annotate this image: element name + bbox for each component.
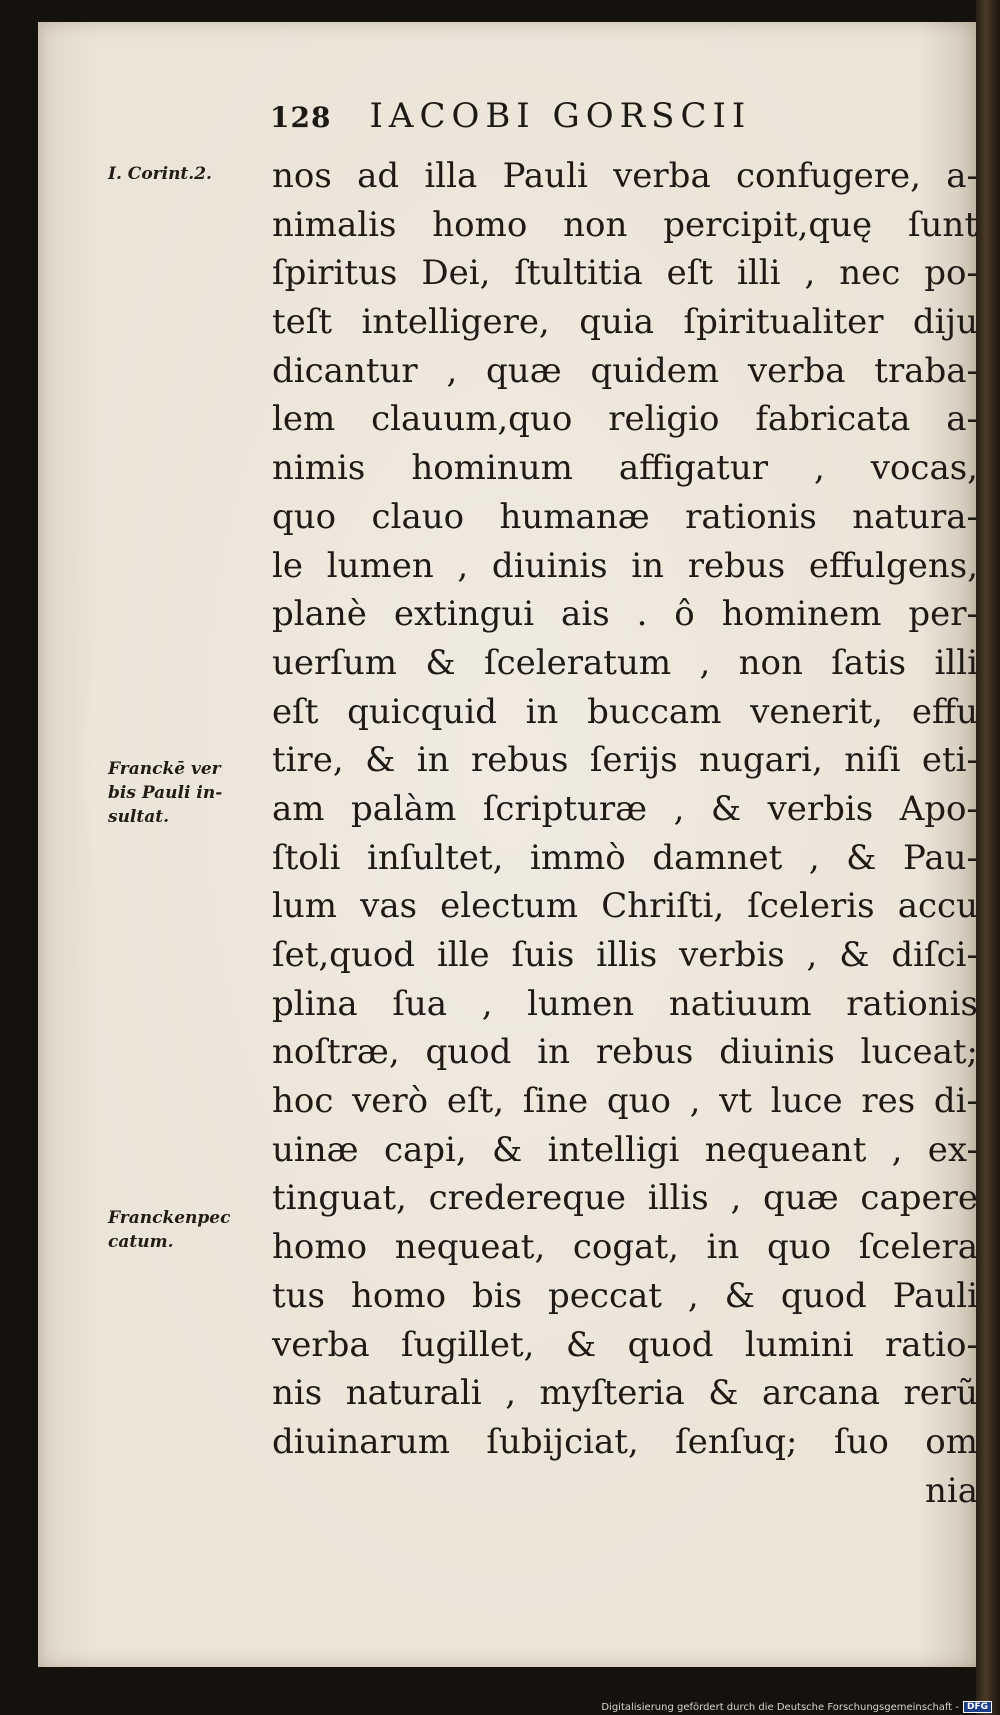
text-line: uerſum & ſceleratum , non ſatis illi <box>272 642 978 683</box>
running-title: IACOBI GORSCII <box>369 96 752 136</box>
text-line: planè extingui ais . ô hominem per- <box>272 594 978 635</box>
text-line: tus homo bis peccat , & quod Pauli <box>272 1275 978 1316</box>
text-line: teſt intelligere, quia ſpiritualiter diju <box>272 302 978 343</box>
text-line: plina ſua , lumen natiuum rationis <box>272 983 978 1024</box>
text-line: lem clauum,quo religio fabricata a- <box>272 399 978 440</box>
running-head <box>270 96 751 136</box>
text-line: ſpiritus Dei, ſtultitia eſt illi , nec po- <box>272 253 978 294</box>
text-line: nimis hominum affigatur , vocas, <box>272 448 978 489</box>
body-text <box>272 152 978 1515</box>
digitization-credit <box>601 1701 992 1713</box>
page-number: 128 <box>270 101 332 134</box>
marginal-note-line: bis Pauli in- <box>108 783 223 803</box>
text-line: noſtræ, quod in rebus diuinis luceat; <box>272 1032 978 1073</box>
credit-text: Digitalisierung gefördert durch die Deutsche Forschungsgemeinschaft - <box>601 1701 959 1713</box>
text-line: quo clauo humanæ rationis natura- <box>272 496 978 537</box>
text-line: verba ſugillet, & quod lumini ratio- <box>272 1324 978 1365</box>
marginal-note-line: Franckē ver <box>108 759 221 779</box>
text-line: le lumen , diuinis in rebus effulgens, <box>272 545 978 586</box>
marginal-note-line: I. Corint.2. <box>108 164 212 184</box>
text-line: nis naturali , myſteria & arcana rerũ <box>272 1373 978 1414</box>
text-line: nos ad illa Pauli verba confugere, a- <box>272 156 978 196</box>
text-line: am palàm ſcripturæ , & verbis Apo- <box>272 788 978 829</box>
text-line-catchword: nia <box>924 1470 978 1511</box>
marginal-note-line: catum. <box>108 1232 174 1252</box>
dfg-logo-icon: DFG <box>963 1701 992 1713</box>
text-line: ſtoli inſultet, immò damnet , & Pau- <box>272 837 978 878</box>
text-line: tire, & in rebus ſerijs nugari, niſi eti- <box>272 740 978 781</box>
text-line: diuinarum ſubijciat, ſenſuq; ſuo om <box>272 1421 978 1462</box>
text-line: hoc verò eſt, ſine quo , vt luce res di- <box>272 1081 978 1122</box>
text-line: uinæ capi, & intelligi nequeant , ex- <box>272 1129 978 1170</box>
text-line: nimalis homo non percipit,quę ſunt <box>272 204 978 245</box>
marginal-note-line: sultat. <box>108 807 170 827</box>
text-line: dicantur , quæ quidem verba traba- <box>272 350 978 391</box>
marginal-note-corinthians <box>108 162 278 186</box>
marginal-note-line: Franckenpec <box>108 1208 231 1228</box>
text-line: homo nequeat, cogat, in quo ſcelera <box>272 1227 978 1268</box>
marginal-note-francke-verbis <box>108 757 278 829</box>
book-spine-edge <box>976 0 1000 1715</box>
text-line: lum vas electum Chriſti, ſceleris accu <box>272 886 978 927</box>
text-line: ſet,quod ille ſuis illis verbis , & diſci- <box>272 935 978 975</box>
marginal-note-francken-peccatum <box>108 1206 278 1254</box>
text-line: eſt quicquid in buccam venerit, effu <box>272 691 978 732</box>
text-line: tinguat, credereque illis , quæ capere <box>272 1178 978 1219</box>
